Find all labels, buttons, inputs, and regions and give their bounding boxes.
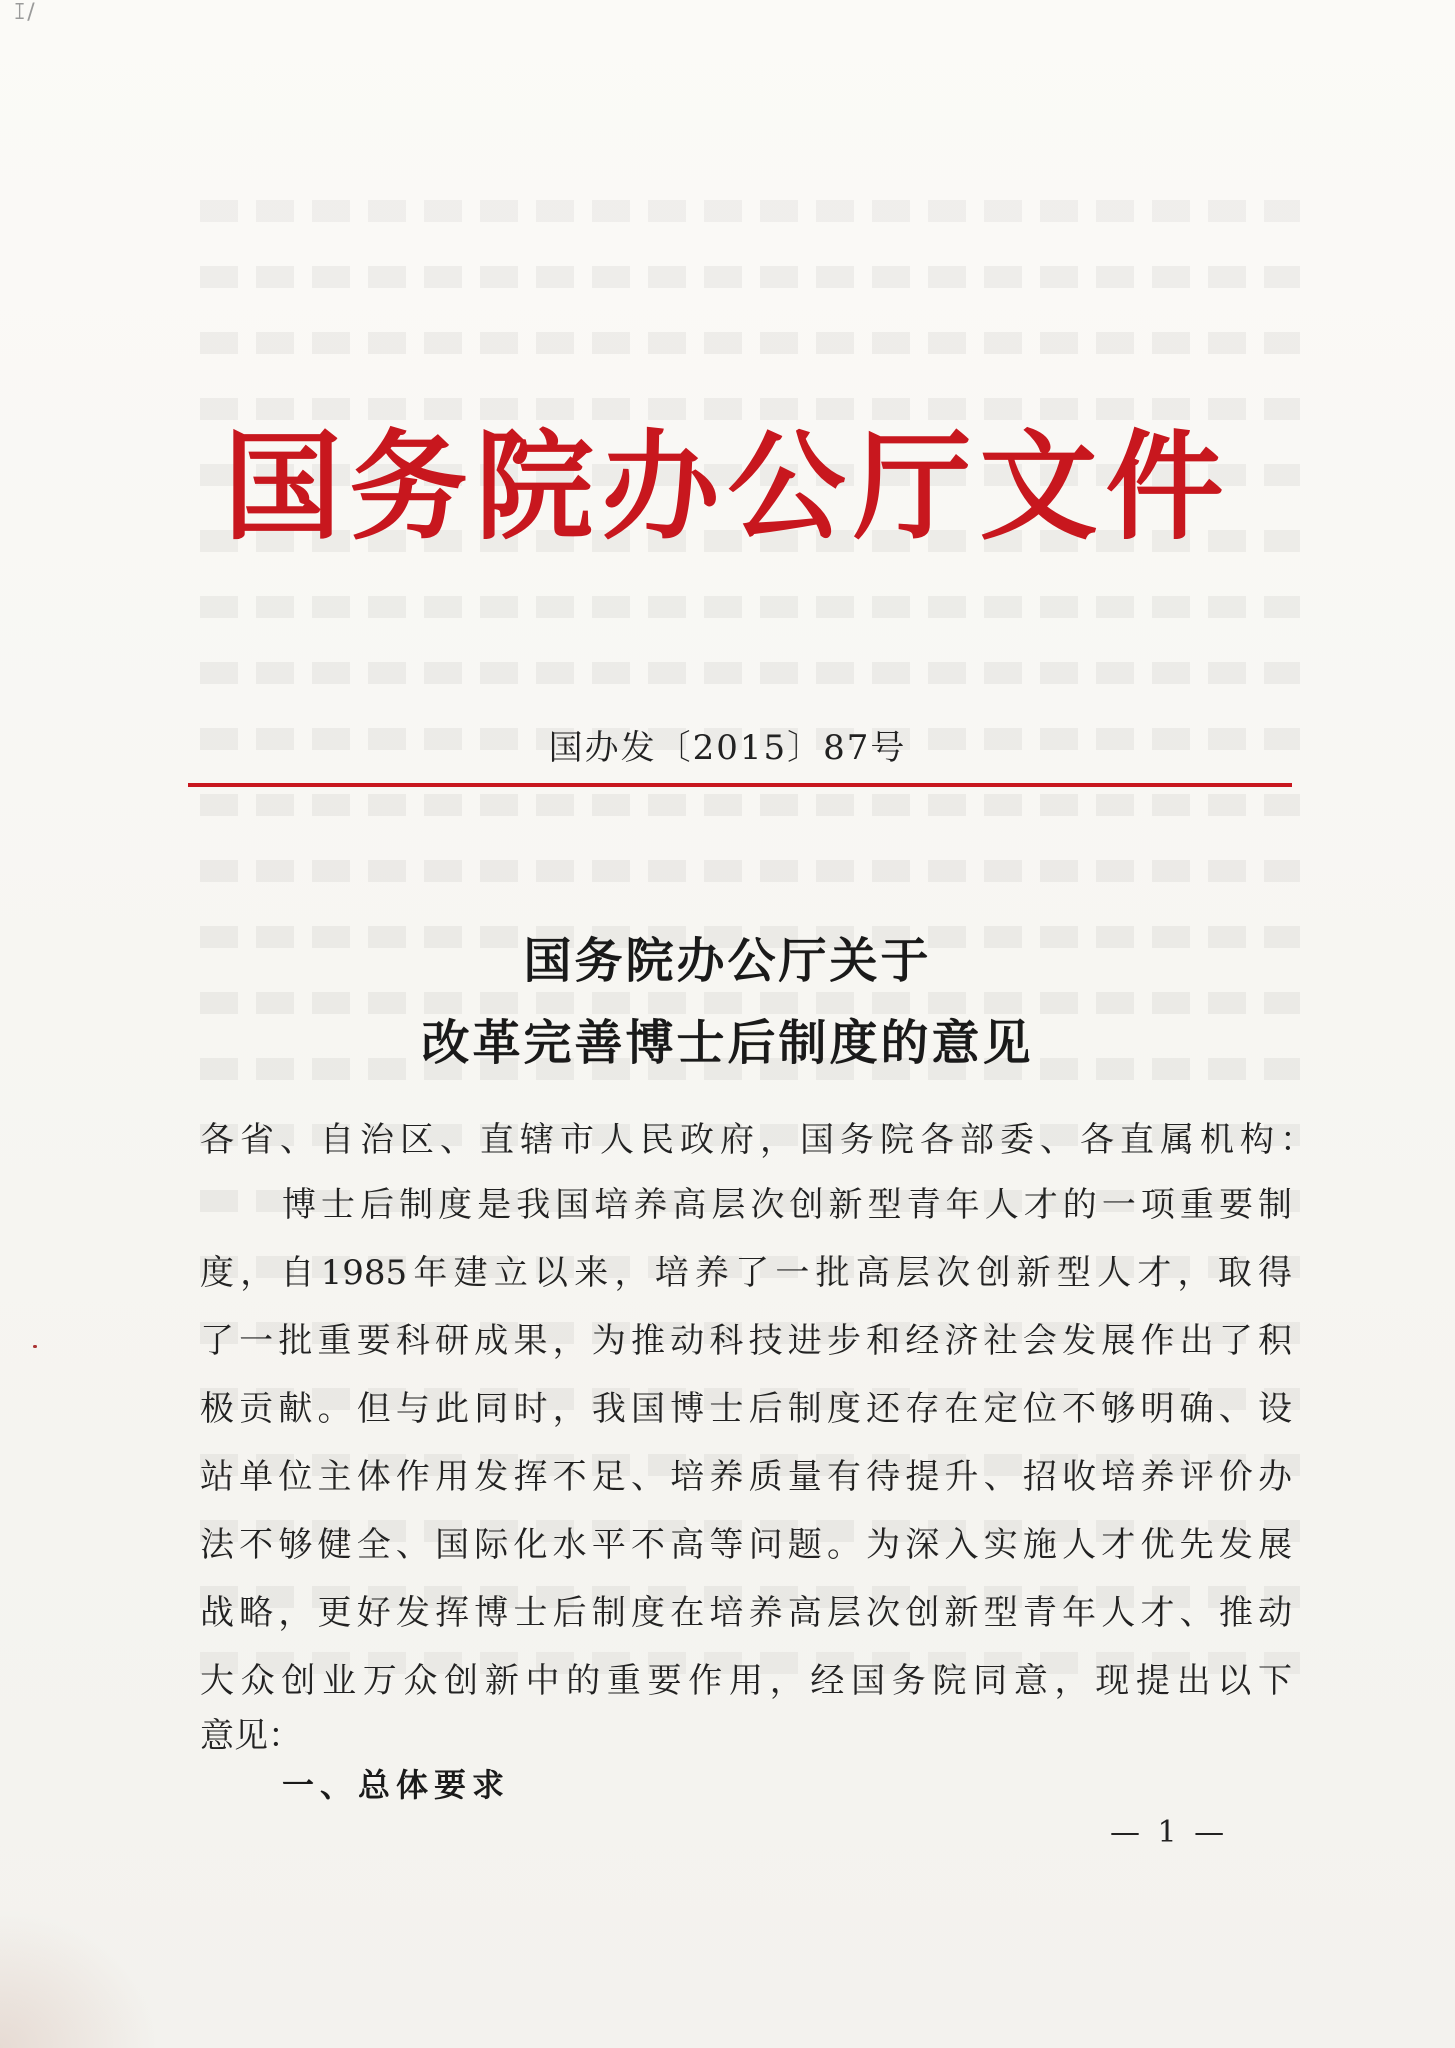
body-text-line: 意见： xyxy=(200,1716,302,1756)
body-text-line: 博士后制度是我国培养高层次创新型青年人才的一项重要制 xyxy=(282,1185,1292,1225)
scan-speck xyxy=(33,1345,37,1348)
document-number: 国办发〔2015〕87号 xyxy=(548,728,907,768)
scan-shadow xyxy=(0,1908,160,2048)
document-title-line-2: 改革完善博士后制度的意见 xyxy=(421,1015,1034,1071)
body-text-line: 法不够健全、国际化水平不高等问题。为深入实施人才优先发展 xyxy=(200,1525,1292,1565)
body-text-line: 极贡献。但与此同时，我国博士后制度还存在定位不够明确、设 xyxy=(200,1389,1292,1429)
body-text-line: 了一批重要科研成果，为推动科技进步和经济社会发展作出了积 xyxy=(200,1321,1292,1361)
body-text-line: 战略，更好发挥博士后制度在培养高层次创新型青年人才、推动 xyxy=(200,1593,1292,1633)
handwritten-page-mark: ꕯ/ xyxy=(14,0,37,25)
red-separator-line xyxy=(188,783,1292,787)
section-heading: 一、总体要求 xyxy=(282,1766,511,1804)
document-title-line-1: 国务院办公厅关于 xyxy=(523,933,932,989)
document-masthead: 国务院办公厅文件 xyxy=(223,417,1232,556)
addressee-line: 各省、自治区、直辖市人民政府，国务院各部委、各直属机构： xyxy=(200,1120,1320,1160)
body-text-line: 站单位主体作用发挥不足、培养质量有待提升、招收培养评价办 xyxy=(200,1457,1292,1497)
body-text-line: 大众创业万众创新中的重要作用，经国务院同意，现提出以下 xyxy=(200,1661,1292,1701)
page-number: — 1 — xyxy=(1110,1815,1229,1850)
body-text-line: 度，自1985年建立以来，培养了一批高层次创新型人才，取得 xyxy=(200,1253,1292,1293)
